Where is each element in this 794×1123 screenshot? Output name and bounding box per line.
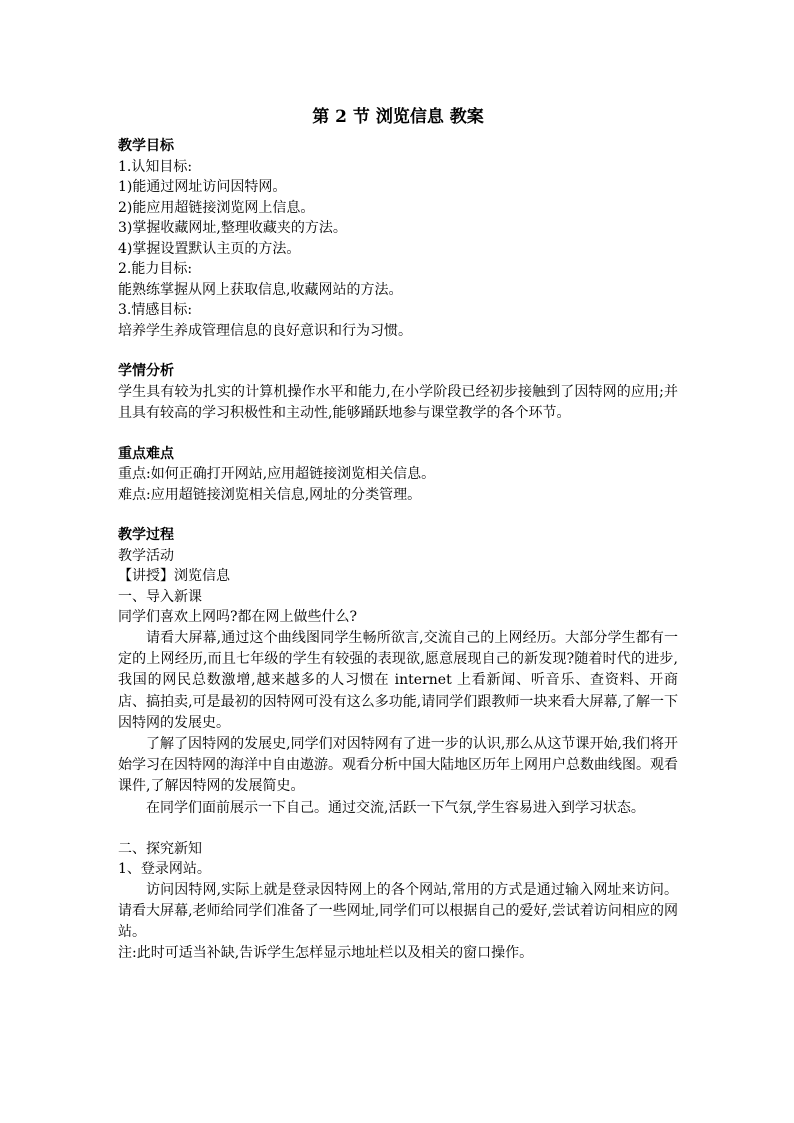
- text-line: 难点:应用超链接浏览相关信息,网址的分类管理。: [118, 486, 422, 503]
- section-teaching-process: [118, 525, 678, 818]
- section-heading: 二、探究新知: [118, 840, 202, 857]
- section-heading: 教学过程: [118, 527, 174, 544]
- section-teaching-goals: [118, 136, 678, 341]
- text-line: 3.情感目标:: [118, 302, 193, 318]
- text-line: 能熟练掌握从网上获取信息,收藏网站的方法。: [118, 281, 403, 298]
- spacer: [118, 819, 678, 839]
- text-line: 一、导入新课: [118, 588, 202, 605]
- paragraph: 访问因特网,实际上就是登录因特网上的各个网站,常用的方式是通过输入网址来访问。请看大屏幕,老师给同学们准备了一些网址,同学们可以根据自己的爱好,尝试着访问相应的网站。: [118, 881, 678, 941]
- text-line: 【讲授】浏览信息: [118, 568, 230, 585]
- text-line: 3)掌握收藏网址,整理收藏夹的方法。: [118, 220, 347, 236]
- text-line: 1)能通过网址访问因特网。: [118, 179, 287, 195]
- text-line: 1、登录网站。: [118, 861, 211, 878]
- paragraph: 了解了因特网的发展史,同学们对因特网有了进一步的认识,那么从这节课开始,我们将开始学习在因特网的海洋中自由遨游。观看分析中国大陆地区历年上网用户总数曲线图。观看课件,了解因特网的发展简史。: [118, 735, 678, 795]
- spacer: [118, 505, 678, 525]
- note-line: 注:此时可适当补缺,告诉学生怎样显示地址栏以及相关的窗口操作。: [118, 945, 534, 962]
- text-line: 培养学生养成管理信息的良好意识和行为习惯。: [118, 322, 412, 339]
- document-title: 第 2 节 浏览信息 教案: [312, 107, 484, 127]
- paragraph: 在同学们面前展示一下自己。通过交流,活跃一下气氛,学生容易进入到学习状态。: [146, 799, 645, 816]
- document-page: [118, 104, 678, 964]
- text-line: 教学活动: [118, 547, 174, 564]
- section-explore-new: [118, 839, 678, 964]
- text-line: 2)能应用超链接浏览网上信息。: [118, 199, 315, 216]
- section-student-analysis: [118, 361, 678, 424]
- paragraph: 学生具有较为扎实的计算机操作水平和能力,在小学阶段已经初步接触到了因特网的应用;并且具有较高的学习积极性和主动性,能够踊跃地参与课堂教学的各个环节。: [118, 383, 678, 421]
- spacer: [118, 424, 678, 444]
- section-heading: 学情分析: [118, 363, 174, 379]
- text-line: 同学们喜欢上网吗?都在网上做些什么?: [118, 609, 358, 626]
- section-heading: 重点难点: [118, 445, 174, 462]
- spacer: [118, 341, 678, 361]
- text-line: 4)掌握设置默认主页的方法。: [118, 240, 301, 257]
- section-heading: 教学目标: [118, 138, 174, 154]
- text-line: 2.能力目标:: [118, 261, 193, 277]
- text-line: 重点:如何正确打开网站,应用超链接浏览相关信息。: [118, 466, 436, 483]
- text-line: 1.认知目标:: [118, 158, 193, 175]
- paragraph: 请看大屏幕,通过这个曲线图同学生畅所欲言,交流自己的上网经历。大部分学生都有一定的上网经历,而且七年级的学生有较强的表现欲,愿意展现自己的新发现?随着时代的进步,我国的网民总数激增,越来越多的人习惯在 internet 上看新闻、听音乐、查资料、开商店、搞拍卖,可是最初的因特网可没有这么多功能,请同学们跟教师一块来看大屏幕,了解一下因特网的发展史。: [118, 629, 678, 731]
- section-key-points: [118, 444, 678, 506]
